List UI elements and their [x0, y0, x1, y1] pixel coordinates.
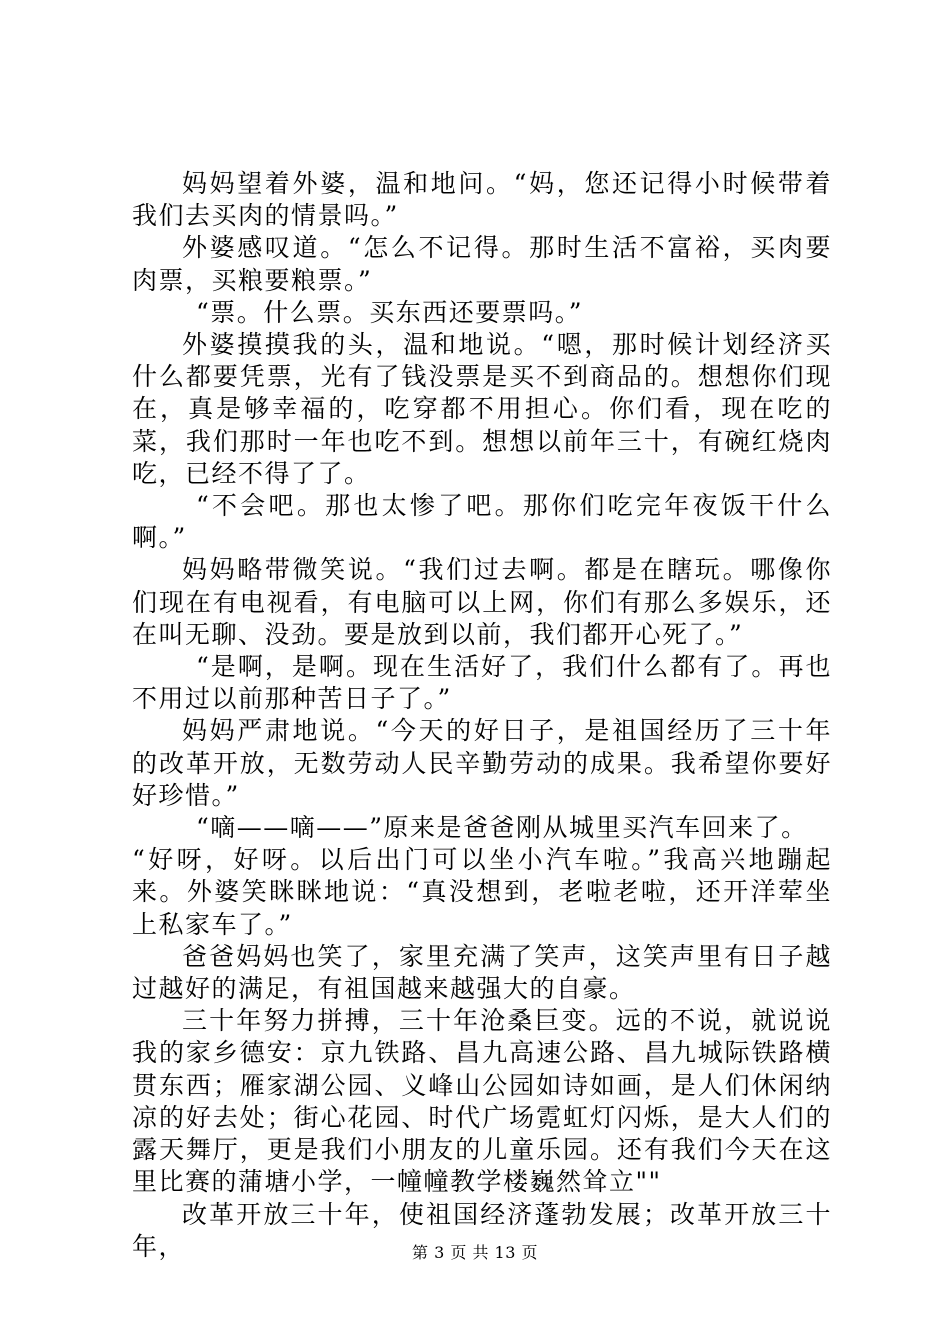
paragraph: “嘀——嘀——”原来是爸爸刚从城里买汽车回来了。	[196, 813, 808, 843]
paragraph: “票。什么票。买东西还要票吗。”	[196, 297, 584, 327]
paragraph: “不会吧。那也太惨了吧。那你们吃完年夜饭干什么啊。”	[132, 491, 832, 553]
paragraph: 外婆摸摸我的头，温和地说。“嗯，那时候计划经济买什么都要凭票，光有了钱没票是买不到商品的。想想你们现在，真是够幸福的，吃穿都不用担心。你们看，现在吃的菜，我们那时一年也吃不到。想想以前年三十，有碗红烧肉吃，已经不得了了。	[132, 330, 832, 488]
paragraph: “是啊，是啊。现在生活好了，我们什么都有了。再也不用过以前那种苦日子了。”	[132, 652, 832, 714]
paragraph: 妈妈略带微笑说。“我们过去啊。都是在瞎玩。哪像你们现在有电视看，有电脑可以上网，你们有那么多娱乐，还在叫无聊、没劲。要是放到以前，我们都开心死了。”	[132, 555, 832, 649]
paragraph: 外婆感叹道。“怎么不记得。那时生活不富裕，买肉要肉票，买粮要粮票。”	[132, 233, 832, 295]
page-number-footer: 第 3 页 共 13 页	[412, 1243, 538, 1262]
paragraph: 爸爸妈妈也笑了，家里充满了笑声，这笑声里有日子越过越好的满足，有祖国越来越强大的自豪。	[132, 941, 832, 1004]
paragraph: 三十年努力拼搏，三十年沧桑巨变。远的不说，就说说我的家乡德安：京九铁路、昌九高速公路、昌九城际铁路横贯东西；雁家湖公园、义峰山公园如诗如画，是人们休闲纳凉的好去处；街心花园、时代广场霓虹灯闪烁，是大人们的露天舞厅，更是我们小朋友的儿童乐园。还有我们今天在这里比赛的蒲塘小学，一幢幢教学楼巍然耸立""	[132, 1006, 832, 1197]
document-body	[132, 168, 832, 1263]
paragraph: 妈妈望着外婆，温和地问。“妈，您还记得小时候带着我们去买肉的情景吗。”	[132, 169, 832, 231]
paragraph: 妈妈严肃地说。“今天的好日子，是祖国经历了三十年的改革开放，无数劳动人民辛勤劳动的成果。我希望你要好好珍惜。”	[132, 716, 832, 810]
paragraph: “好呀，好呀。以后出门可以坐小汽车啦。”我高兴地蹦起来。外婆笑眯眯地说：“真没想到，老啦老啦，还开洋荤坐上私家车了。”	[132, 845, 832, 939]
paragraph: 改革开放三十年，使祖国经济蓬勃发展；改革开放三十年，	[132, 1199, 832, 1261]
